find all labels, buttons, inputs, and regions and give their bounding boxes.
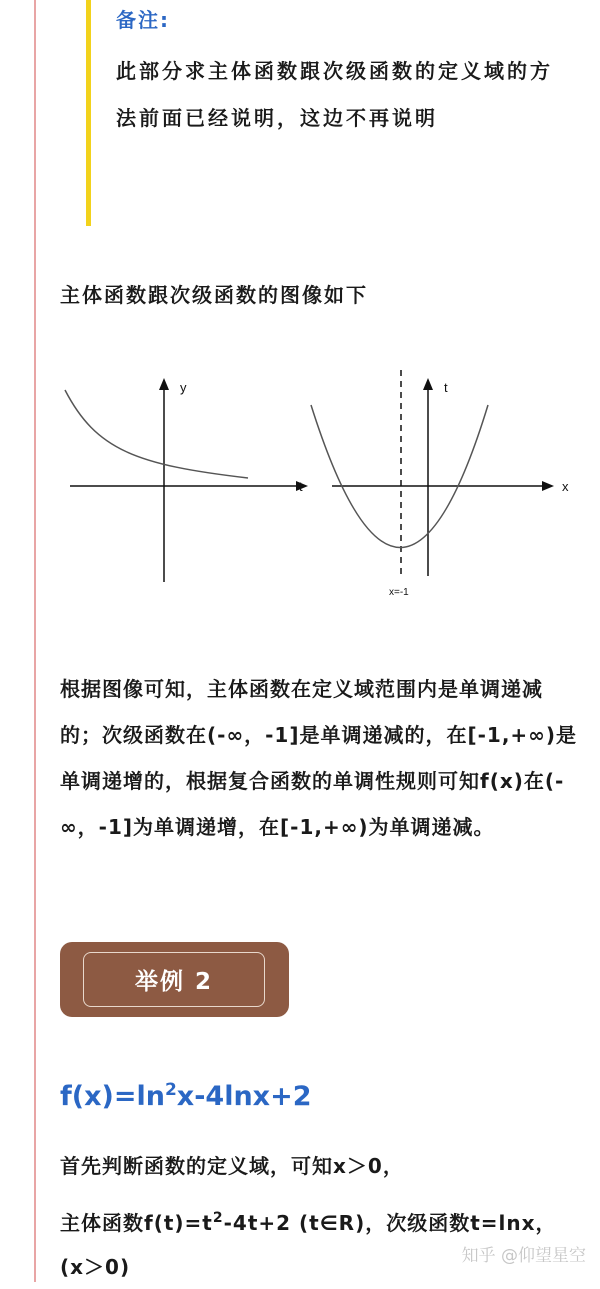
right-graph [311, 370, 569, 598]
note-title: 备注: [116, 8, 170, 32]
left-margin-rule [34, 0, 36, 1282]
note-body: 此部分求主体函数跟次级函数的定义域的方法前面已经说明，这边不再说明 [116, 59, 553, 130]
domain-statement: 首先判断函数的定义域，可知x＞0， [60, 1154, 404, 1178]
primary-function-curve [65, 390, 248, 478]
composition-part1: 主体函数f(t)=t [60, 1211, 213, 1235]
right-y-arrow-icon [423, 378, 433, 390]
formula-part2: x-4lnx+2 [176, 1081, 312, 1112]
composition-part2: -4t+2 (t∈R)，次级函数t=lnx，(x＞0) [60, 1211, 557, 1279]
composition-exponent: 2 [212, 1210, 224, 1226]
zhihu-watermark: 知乎 @仰望星空 [461, 1246, 586, 1266]
analysis-paragraph: 根据图像可知，主体函数在定义域范围内是单调递减的；次级函数在(-∞，-1]是单调递减的，在[-1,+∞)是单调递增的，根据复合函数的单调性规则可知f(x)在(-∞，-1]为单调递增，在[-1,+∞)为单调递减。 [60, 677, 577, 839]
example-badge-label: 举例 2 [83, 952, 265, 1007]
right-x-arrow-icon [542, 481, 554, 491]
left-graph [65, 378, 308, 582]
asymptote-label: x=-1 [389, 587, 409, 598]
example-badge [60, 942, 289, 1017]
example-formula [60, 1070, 312, 1117]
left-y-arrow-icon [159, 378, 169, 390]
note-accent-bar [86, 0, 91, 226]
graph-heading: 主体函数跟次级函数的图像如下 [60, 283, 368, 307]
left-y-axis-label: y [180, 380, 187, 395]
formula-exponent: 2 [164, 1080, 177, 1100]
secondary-function-curve [311, 405, 488, 548]
right-y-axis-label: t [444, 380, 448, 395]
right-x-axis-label: x [562, 479, 569, 494]
formula-part1: f(x)=ln [60, 1081, 165, 1112]
function-graphs-figure [56, 360, 569, 610]
left-x-axis-label: t [299, 479, 303, 494]
